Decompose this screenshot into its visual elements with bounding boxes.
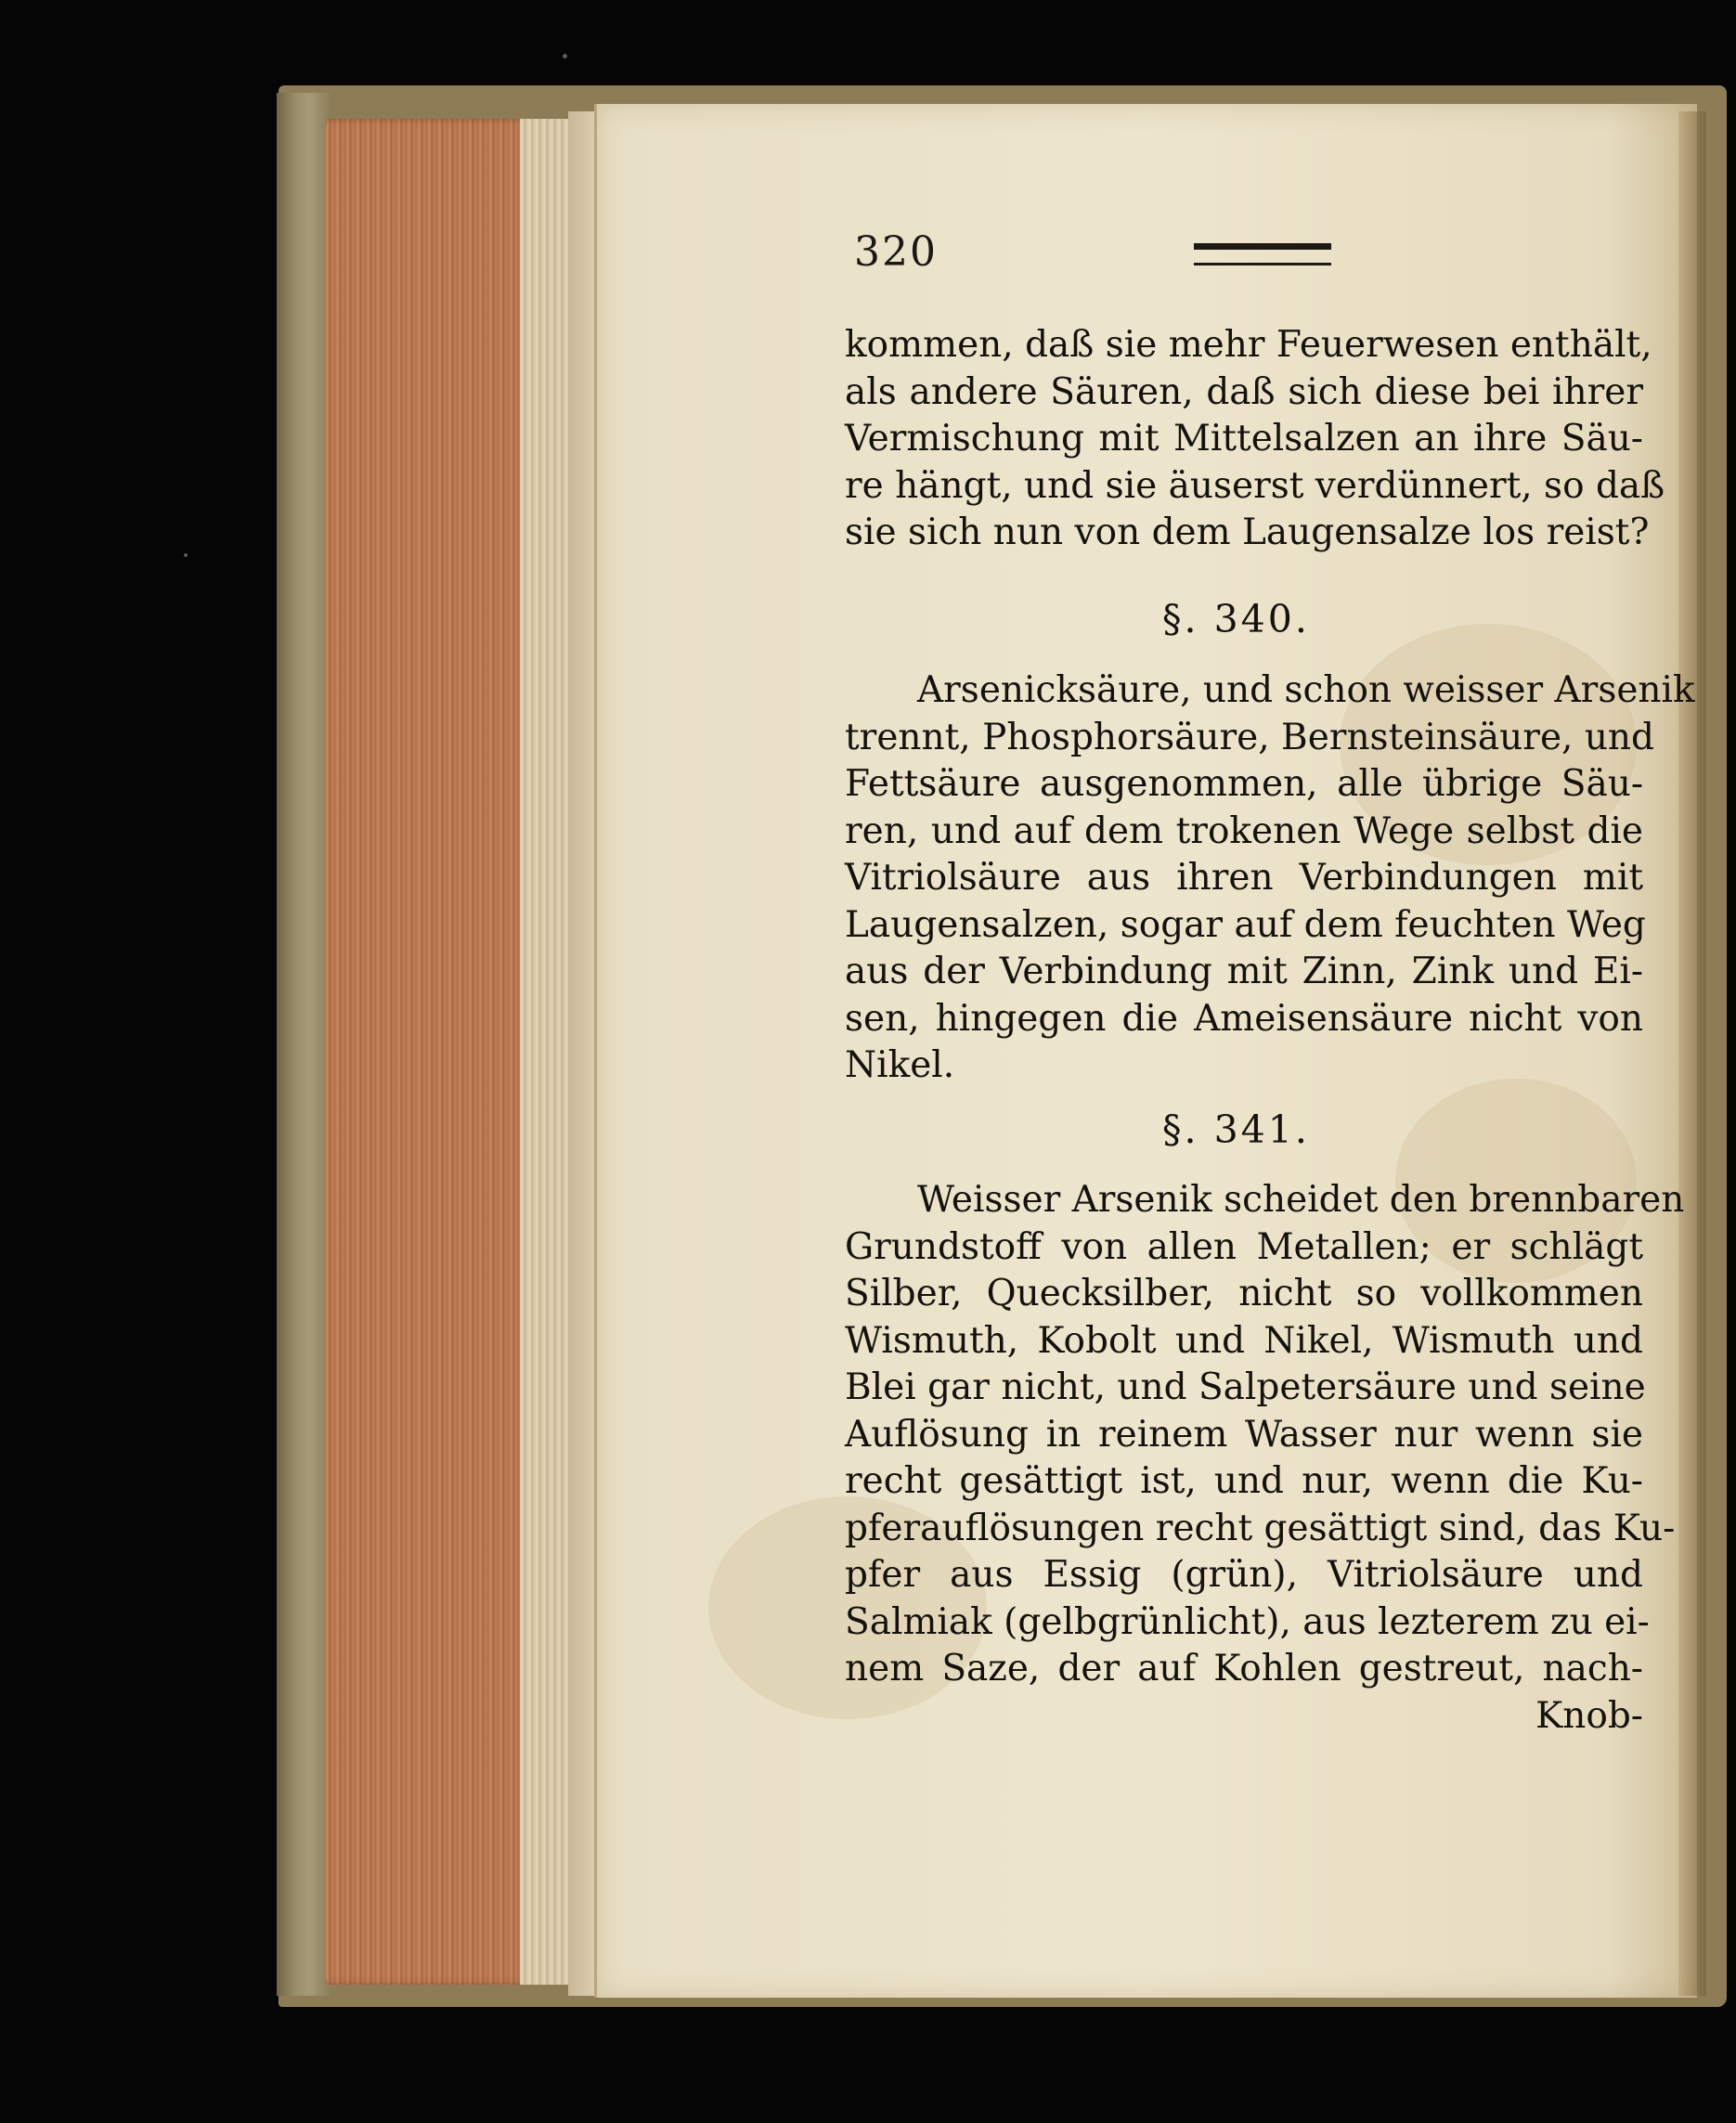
text-line: Silber, Quecksilber, nicht so vollkommen [845,1273,1643,1314]
text-line: sen, hingegen die Ameisensäure nicht von [845,997,1643,1040]
text-line: Nikel. [845,1044,955,1086]
page-number: 320 [854,228,938,276]
text-line: kommen, daß sie mehr Feuerwesen enthält, [845,324,1652,366]
paragraph-3 [845,1177,1685,1740]
text-line: Vitriolsäure aus ihren Verbindungen mit [845,857,1643,899]
text-line: Grundstoff von allen Metallen; er schlägt [845,1225,1643,1268]
section-heading-340: §. 340. [1162,597,1310,641]
text-line: pferauflösungen recht gesättigt sind, das Ku- [845,1507,1676,1549]
header-rule [1194,243,1331,265]
text-line: pfer aus Essig (grün), Vitriolsäure und [845,1554,1643,1596]
paragraph-2 [845,667,1695,1090]
text-line: Blei gar nicht, und Salpetersäure und seine [845,1366,1646,1408]
text-line: recht gesättigt ist, und nur, wenn die Ku- [845,1460,1643,1502]
text-line: Vermischung mit Mittelsalzen an ihre Säu- [845,418,1643,460]
catchword: Knob- [1535,1694,1643,1737]
section-heading-341: §. 341. [1162,1107,1310,1152]
text-line: Wismuth, Kobolt und Nikel, Wismuth und [845,1319,1643,1362]
text-line: Arsenicksäure, und schon weisser Arsenik [917,669,1695,711]
text-line: Salmiak (gelbgrünlicht), aus lezterem zu ei- [845,1600,1650,1643]
text-line: als andere Säuren, daß sich diese bei ihrer [845,370,1643,413]
book-cover-edge [277,93,332,1996]
text-line: sie sich nun von dem Laugensalze los reist? [845,511,1650,553]
text-line: ren, und auf dem trokenen Wege selbst die [845,809,1643,852]
text-line: Laugensalzen, sogar auf dem feuchten Weg [845,903,1646,946]
page-right-edge [1678,111,1706,1996]
background-speck [563,54,567,58]
text-line: trennt, Phosphorsäure, Bernsteinsäure, und [845,716,1655,758]
background-speck [184,553,188,557]
text-line: re hängt, und sie äuserst verdünnert, so daß [845,464,1665,507]
page-block-inner-edge [520,119,570,1985]
text-line: nem Saze, der auf Kohlen gestreut, nach- [845,1648,1643,1689]
paragraph-1 [845,322,1665,557]
text-line: aus der Verbindung mit Zinn, Zink und Ei- [845,951,1643,992]
text-line: Fettsäure ausgenommen, alle übrige Säu- [845,763,1643,805]
text-line: Weisser Arsenik scheidet den brennbaren [917,1179,1685,1221]
text-line: Auflösung in reinem Wasser nur wenn sie [845,1413,1643,1456]
